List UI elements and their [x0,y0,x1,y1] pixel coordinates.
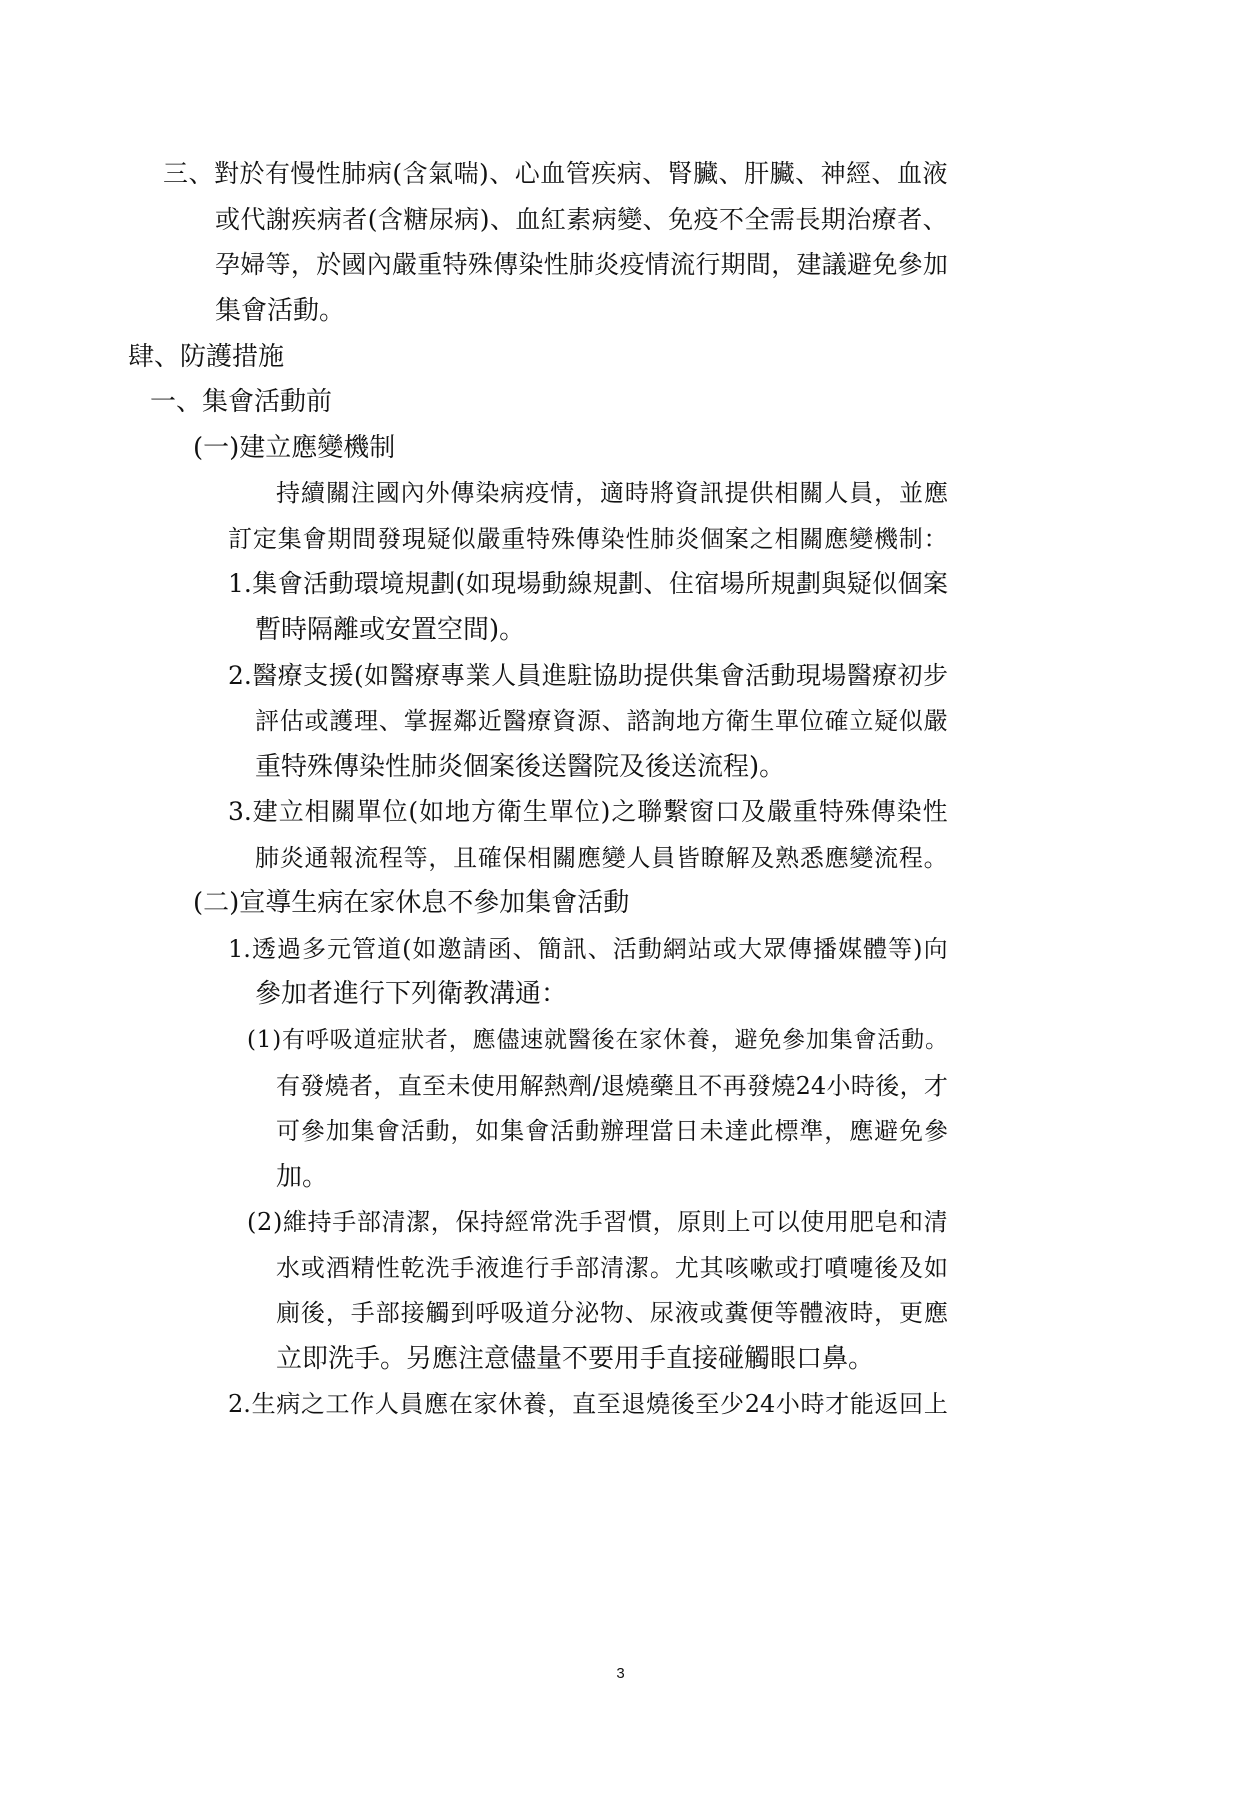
text-line: 孕 婦 等 ， 於 國 內 嚴 重 特 殊 傳 染 性 肺 炎 疫 情 流 行 期 間 ， 建 議 避 免 參 加 [215,250,948,279]
text-line: 加。 [276,1162,329,1192]
page-number: 3 [616,1665,625,1682]
text-line: 暫時隔離或安置空間)。 [255,615,526,645]
text-line: 評 估 或 護 理 、 掌 握 鄰 近 醫 療 資 源 、 諮 詢 地 方 衛 生 單 位 確 立 疑 似 嚴 [255,707,948,735]
text-line: 持 續 關 注 國 內 外 傳 染 病 疫 情 ， 適 時 將 資 訊 提 供 相 關 人 員 ， 並 應 [276,479,948,507]
subsection-heading: 一、集會活動前 [150,387,333,417]
text-line: 參加者進行下列衛教溝通： [255,979,568,1009]
text-line: 水 或 酒 精 性 乾 洗 手 液 進 行 手 部 清 潔 。 尤 其 咳 嗽 或 打 噴 嚏 後 及 如 [276,1254,948,1282]
list-item: 2. 醫 療 支 援 ( 如 醫 療 專 業 人 員 進 駐 協 助 提 供 集 會 活 動 現 場 醫 療 初 步 [228,661,948,690]
list-item: 1. 透 過 多 元 管 道 ( 如 邀 請 函 、 簡 訊 、 活 動 網 站 或 大 眾 傳 播 媒 體 等 ) 向 [228,935,948,963]
text-line: 可 參 加 集 會 活 動 ， 如 集 會 活 動 辦 理 當 日 未 達 此 標 準 ， 應 避 免 參 [276,1117,948,1145]
text-line: 或 代 謝 疾 病 者 ( 含 糖 尿 病 ) 、 血 紅 素 病 變 、 免 疫 不 全 需 長 期 治 療 者 、 [215,205,948,234]
list-item: ( 1 ) 有 呼 吸 道 症 狀 者 ， 應 儘 速 就 醫 後 在 家 休 養 ， 避 免 參 加 集 會 活 動 。 [247,1027,948,1053]
text-line: 廁 後 ， 手 部 接 觸 到 呼 吸 道 分 泌 物 、 尿 液 或 糞 便 等 體 液 時 ， 更 應 [276,1299,948,1327]
text-line: 集會活動。 [215,296,346,326]
list-item: ( 2 ) 維 持 手 部 清 潔 ， 保 持 經 常 洗 手 習 慣 ， 原 則 上 可 以 使 用 肥 皂 和 清 [247,1208,948,1236]
text-line: 肺 炎 通 報 流 程 等 ， 且 確 保 相 關 應 變 人 員 皆 瞭 解 及 熟 悉 應 變 流 程 。 [255,844,948,872]
text-line: 重特殊傳染性肺炎個案後送醫院及後送流程)。 [255,752,786,782]
section-heading: 肆、防護措施 [128,342,285,372]
list-item: 3. 建 立 相 關 單 位 ( 如 地 方 衛 生 單 位 ) 之 聯 繫 窗 口 及 嚴 重 特 殊 傳 染 性 [228,797,948,826]
subsection-heading: (一)建立應變機制 [193,433,396,463]
list-item: 2. 生 病 之 工 作 人 員 應 在 家 休 養 ， 直 至 退 燒 後 至 少 24 小 時 才 能 返 回 上 [228,1390,948,1418]
text-line: 訂 定 集 會 期 間 發 現 疑 似 嚴 重 特 殊 傳 染 性 肺 炎 個 案 之 相 關 應 變 機 制 ： [228,525,948,553]
subsection-heading: (二)宣導生病在家休息不參加集會活動 [193,888,630,918]
text-line: 有 發 燒 者 ， 直 至 未 使 用 解 熱 劑 / 退 燒 藥 且 不 再 發 燒 24 小 時 後 ， 才 [276,1072,948,1100]
text-line: 三 、 對 於 有 慢 性 肺 病 ( 含 氣 喘 ) 、 心 血 管 疾 病 、 腎 臟 、 肝 臟 、 神 經 、 血 液 [163,159,948,188]
text-line: 立即洗手。另應注意儘量不要用手直接碰觸眼口鼻。 [276,1344,875,1374]
list-item: 1. 集 會 活 動 環 境 規 劃 ( 如 現 場 動 線 規 劃 、 住 宿 場 所 規 劃 與 疑 似 個 案 [228,569,948,598]
